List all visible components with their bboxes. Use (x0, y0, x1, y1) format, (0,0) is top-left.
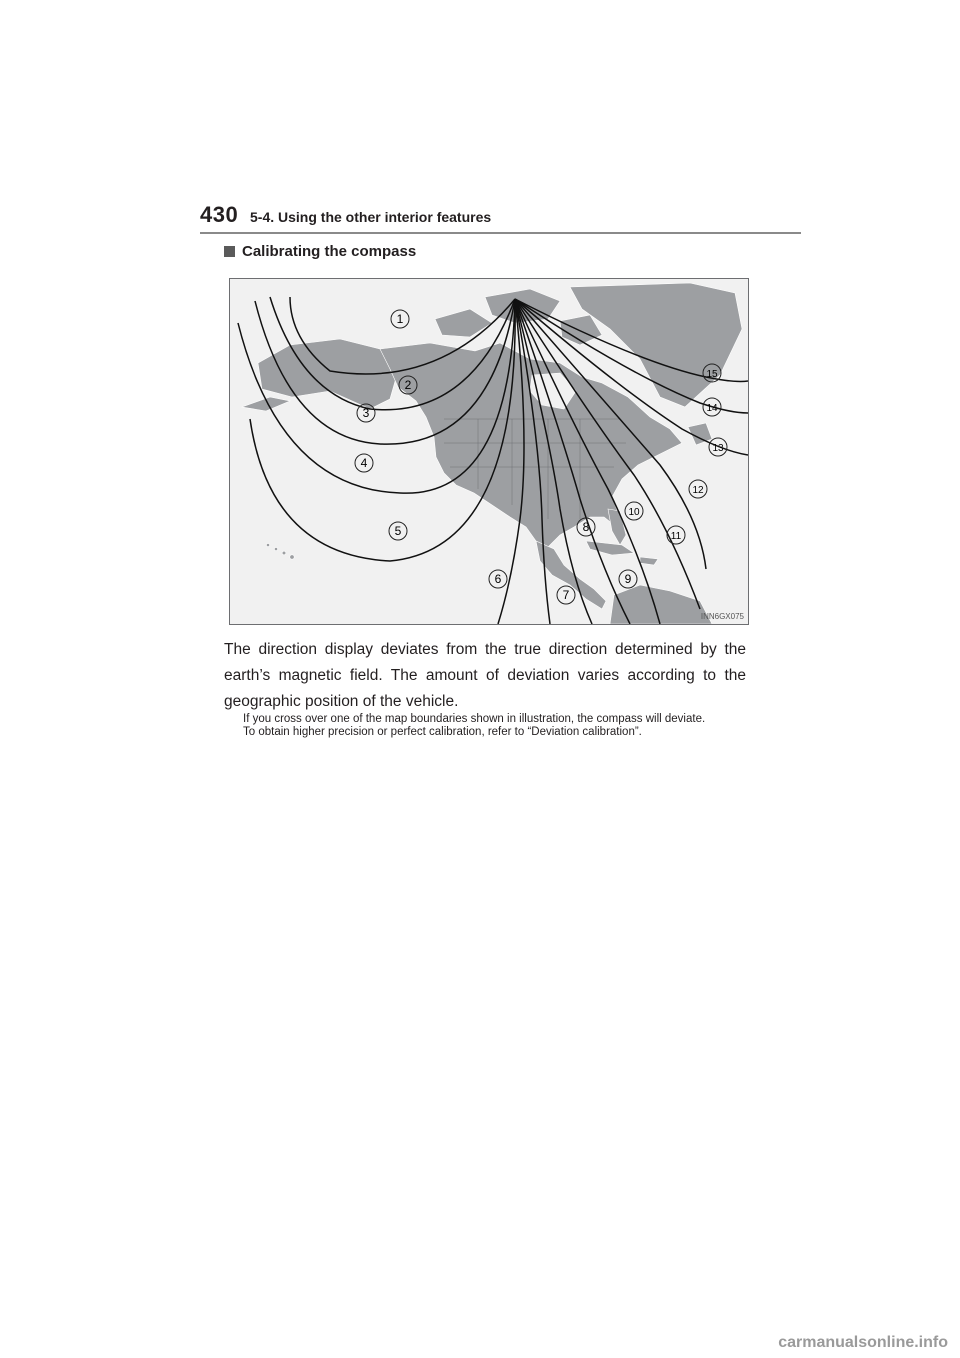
svg-text:12: 12 (692, 485, 704, 496)
subsection-title: Calibrating the compass (242, 243, 417, 260)
svg-text:8: 8 (582, 520, 590, 534)
svg-text:1: 1 (396, 312, 404, 326)
north-america-map-svg (230, 279, 748, 624)
svg-text:14: 14 (706, 403, 718, 414)
svg-text:2: 2 (404, 378, 412, 392)
section-title: 5-4. Using the other interior features (250, 209, 492, 225)
svg-text:11: 11 (670, 531, 682, 542)
zone-label-11 (667, 526, 685, 544)
svg-text:3: 3 (362, 406, 370, 420)
zone-label-12 (689, 480, 707, 498)
zone-label-5 (389, 522, 407, 540)
zone-label-10 (625, 502, 643, 520)
svg-text:5: 5 (394, 524, 402, 538)
square-bullet-icon (224, 246, 235, 257)
zone-label-13 (709, 438, 727, 456)
zone-label-4 (355, 454, 373, 472)
page-number: 430 (200, 202, 239, 227)
zone-label-8 (577, 518, 595, 536)
svg-text:13: 13 (712, 443, 724, 454)
svg-text:7: 7 (562, 588, 570, 602)
note-line-2: To obtain higher precision or perfect calibration, refer to “Deviation calibration”. (243, 726, 642, 738)
subsection-heading (224, 243, 416, 260)
body-paragraph: The direction display deviates from the true direction determined by the earth’s magnetic field. The amount of deviation varies according to the geographic position of the vehicle. (224, 641, 746, 710)
figure-code: INN6GX075 (700, 612, 744, 621)
svg-text:6: 6 (494, 572, 502, 586)
svg-text:9: 9 (624, 572, 632, 586)
header-rule (200, 232, 801, 234)
note-block (243, 713, 746, 739)
zone-label-14 (703, 398, 721, 416)
svg-text:15: 15 (706, 369, 718, 380)
note-line-1: If you cross over one of the map boundaries shown in illustration, the compass will deviate. (243, 713, 706, 725)
zone-label-9 (619, 570, 637, 588)
zone-label-6 (489, 570, 507, 588)
zone-label-1 (391, 310, 409, 328)
watermark: carmanualsonline.info (778, 1334, 948, 1351)
svg-text:4: 4 (360, 456, 368, 470)
svg-text:10: 10 (628, 507, 640, 518)
zone-label-3 (357, 404, 375, 422)
zone-label-7 (557, 586, 575, 604)
compass-zone-map (229, 278, 749, 625)
